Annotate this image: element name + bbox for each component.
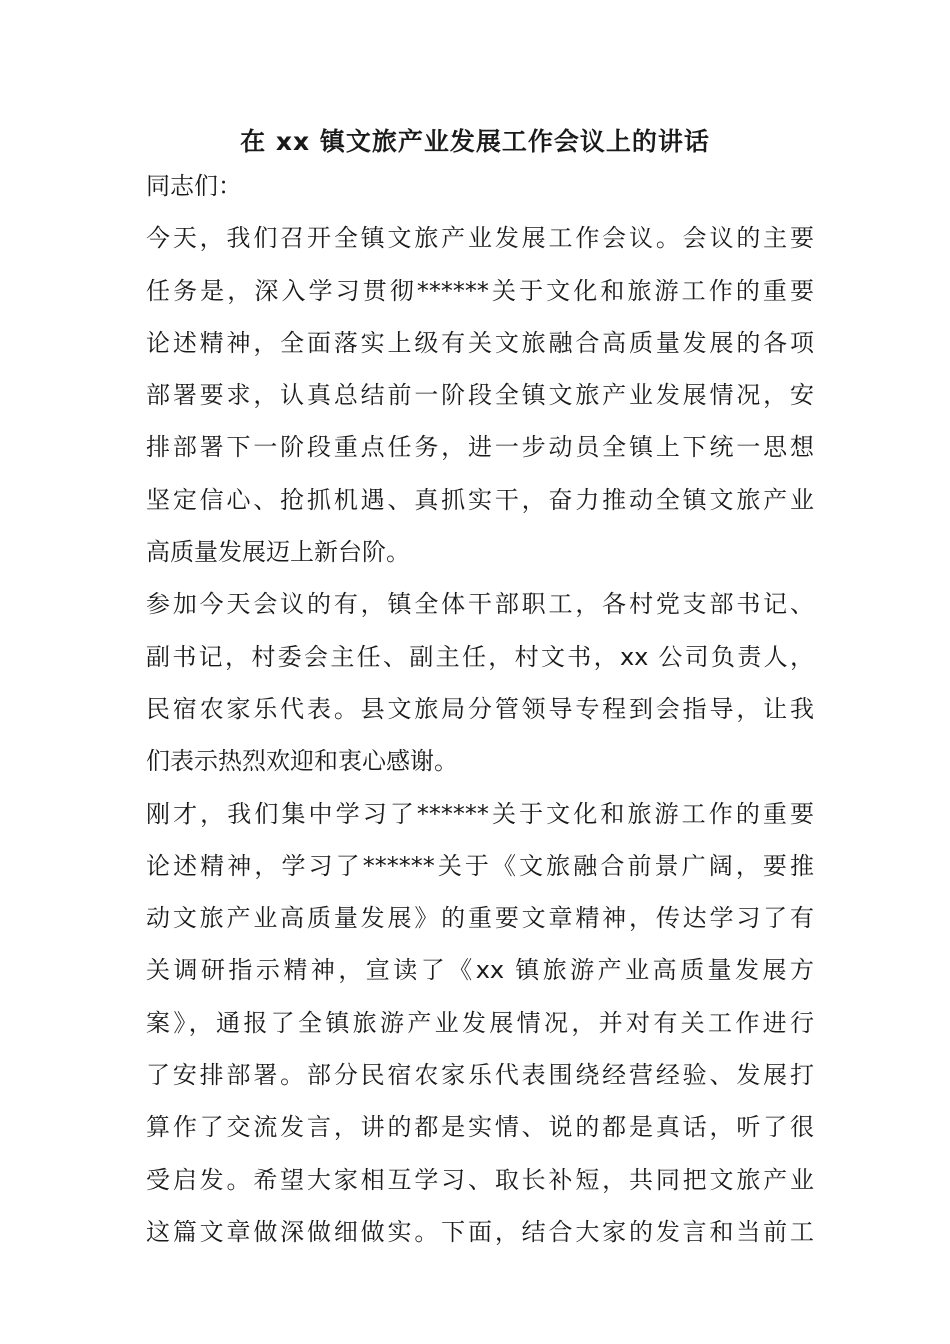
body-line: 部署要求，认真总结前一阶段全镇文旅产业发展情况，安: [146, 381, 814, 410]
body-line: 论述精神，学习了******关于《文旅融合前景广阔，要推: [146, 851, 814, 880]
body-line: 参加今天会议的有，镇全体干部职工，各村党支部书记、: [146, 590, 814, 619]
document-title: 在 xx 镇文旅产业发展工作会议上的讲话: [240, 127, 710, 156]
body-line: 任务是，深入学习贯彻******关于文化和旅游工作的重要: [146, 276, 814, 305]
document-body: [146, 160, 814, 1258]
body-line: 这篇文章做深做细做实。下面，结合大家的发言和当前工: [146, 1217, 814, 1246]
body-line: 民宿农家乐代表。县文旅局分管领导专程到会指导，让我: [146, 694, 814, 723]
body-line: 受启发。希望大家相互学习、取长补短，共同把文旅产业: [146, 1165, 814, 1194]
body-line: 动文旅产业高质量发展》的重要文章精神，传达学习了有: [146, 904, 814, 933]
body-line: 们表示热烈欢迎和衷心感谢。: [146, 747, 458, 776]
body-line: 排部署下一阶段重点任务，进一步动员全镇上下统一思想: [146, 433, 814, 462]
body-line: 论述精神，全面落实上级有关文旅融合高质量发展的各项: [146, 328, 814, 357]
body-line: 同志们：: [146, 172, 242, 200]
body-line: 今天，我们召开全镇文旅产业发展工作会议。会议的主要: [146, 224, 814, 253]
body-line: 刚才，我们集中学习了******关于文化和旅游工作的重要: [146, 799, 814, 828]
body-line: 高质量发展迈上新台阶。: [146, 538, 410, 567]
body-line: 副书记，村委会主任、副主任，村文书，xx 公司负责人，: [146, 642, 814, 671]
body-line: 坚定信心、抢抓机遇、真抓实干，奋力推动全镇文旅产业: [146, 485, 814, 514]
body-line: 案》，通报了全镇旅游产业发展情况，并对有关工作进行: [146, 1008, 814, 1037]
body-line: 了安排部署。部分民宿农家乐代表围绕经营经验、发展打: [146, 1061, 814, 1090]
body-line: 算作了交流发言，讲的都是实情、说的都是真话，听了很: [146, 1113, 814, 1142]
body-line: 关调研指示精神，宣读了《xx 镇旅游产业高质量发展方: [146, 956, 814, 985]
